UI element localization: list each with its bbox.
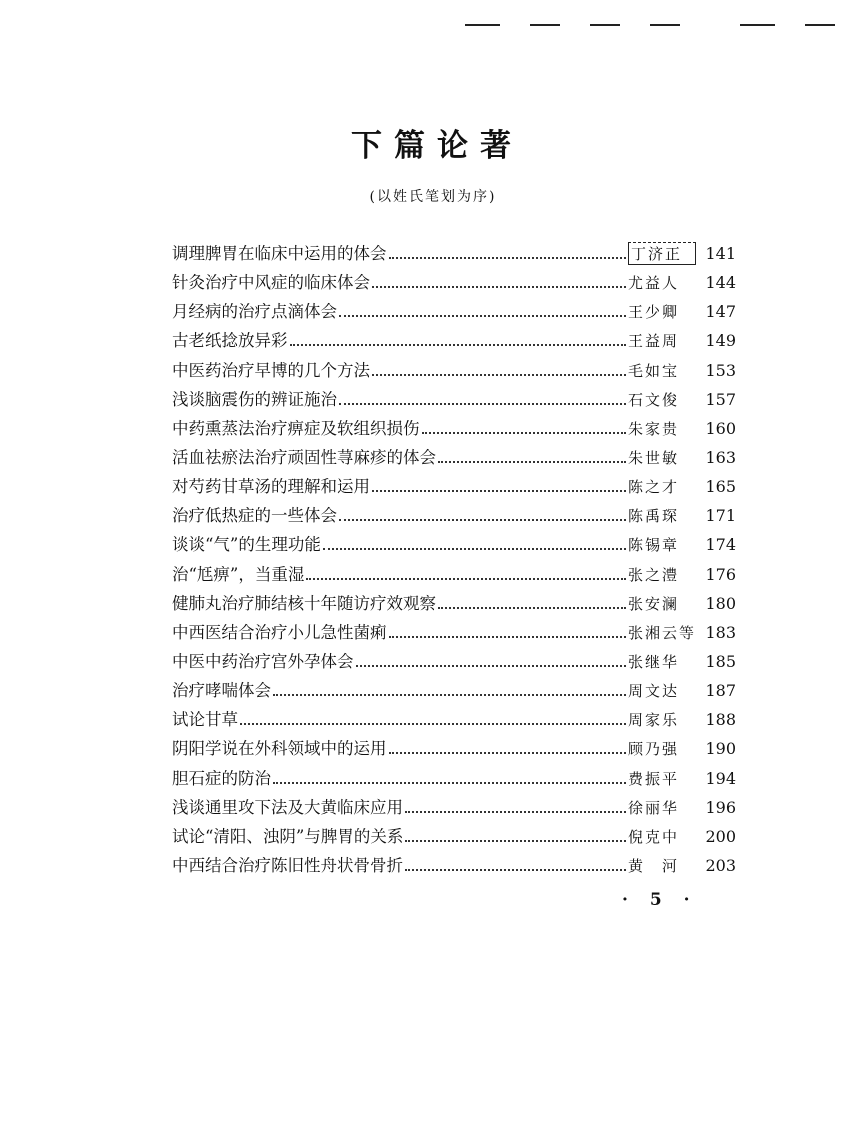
toc-entry[interactable] (172, 648, 736, 677)
leader-dots (339, 519, 626, 521)
toc-entry[interactable] (172, 677, 736, 706)
toc-entry[interactable] (172, 502, 736, 531)
leader-dots (290, 344, 627, 346)
entry-title: 治“尪痹”，当重湿 (172, 564, 305, 584)
entry-author: 陈之才 (628, 478, 680, 497)
entry-page: 194 (705, 768, 736, 788)
rule-dash (805, 24, 835, 26)
toc-entry[interactable] (172, 531, 736, 560)
leader-dots (389, 257, 627, 259)
entry-author: 朱世敏 (628, 448, 680, 467)
entry-title: 对芍药甘草汤的理解和运用 (172, 477, 370, 497)
toc-entry[interactable] (172, 590, 736, 619)
entry-page: 157 (705, 389, 736, 409)
leader-dots (422, 432, 627, 434)
entry-author: 张之澧 (628, 565, 680, 584)
leader-dots (306, 578, 626, 580)
leader-dots (372, 286, 626, 288)
entry-title: 治疗哮喘体会 (172, 681, 271, 701)
entry-page: 141 (705, 244, 736, 263)
entry-title: 谈谈“气”的生理功能 (172, 535, 321, 555)
entry-title: 中西医结合治疗小儿急性菌痢 (172, 622, 387, 642)
entry-title: 试论“清阳、浊阴”与脾胃的关系 (172, 826, 404, 846)
leader-dots (273, 694, 626, 696)
entry-page: 153 (705, 360, 736, 380)
page-number: · 5 · (622, 890, 698, 910)
entry-author: 徐丽华 (628, 798, 680, 817)
entry-author: 顾乃强 (628, 740, 680, 759)
toc-entry[interactable] (172, 823, 736, 852)
entry-page: 163 (705, 447, 736, 467)
entry-author: 张继华 (628, 652, 680, 671)
rule-dash (650, 24, 680, 26)
entry-title: 健肺丸治疗肺结核十年随访疗效观察 (172, 593, 436, 613)
entry-page: 188 (705, 710, 736, 730)
entry-title: 浅谈通里攻下法及大黄临床应用 (172, 797, 403, 817)
leader-dots (405, 811, 626, 813)
entry-title: 治疗低热症的一些体会 (172, 506, 337, 526)
toc-entry[interactable] (172, 735, 736, 764)
entry-author: 王少卿 (628, 303, 680, 322)
leader-dots (372, 374, 626, 376)
toc-entry[interactable] (172, 706, 736, 735)
entry-author: 周文达 (628, 682, 680, 701)
entry-title: 活血祛瘀法治疗顽固性荨麻疹的体会 (172, 447, 436, 467)
toc-entry[interactable] (172, 415, 736, 444)
entry-author: 周家乐 (628, 711, 680, 730)
toc-entry[interactable] (172, 240, 736, 269)
entry-title: 古老纸捻放异彩 (172, 331, 288, 351)
entry-page: 147 (705, 302, 736, 322)
toc-entry[interactable] (172, 386, 736, 415)
entry-page: 183 (705, 622, 736, 642)
rule-dash (590, 24, 620, 26)
entry-author: 陈锡章 (628, 536, 680, 555)
entry-title: 胆石症的防治 (172, 768, 271, 788)
leader-dots (389, 636, 627, 638)
entry-page: 203 (705, 855, 736, 875)
toc-entry[interactable] (172, 794, 736, 823)
leader-dots (273, 782, 626, 784)
leader-dots (339, 315, 626, 317)
entry-title: 中药熏蒸法治疗痹症及软组织损伤 (172, 418, 420, 438)
entry-title: 针灸治疗中风症的临床体会 (172, 273, 370, 293)
entry-author: 张安澜 (628, 594, 680, 613)
leader-dots (339, 403, 626, 405)
entry-page: 165 (705, 477, 736, 497)
rule-dash (465, 24, 500, 26)
leader-dots (323, 548, 626, 550)
leader-dots (356, 665, 627, 667)
entry-page: 174 (705, 535, 736, 555)
entry-author: 黄 河 (628, 856, 680, 875)
entry-page: 180 (705, 593, 736, 613)
toc-entry[interactable] (172, 357, 736, 386)
entry-author: 张湘云等 (628, 623, 697, 642)
entry-author: 倪克中 (628, 827, 680, 846)
toc-entry[interactable] (172, 444, 736, 473)
table-of-contents (172, 240, 736, 881)
leader-dots (405, 869, 626, 871)
entry-page: 196 (705, 797, 736, 817)
toc-entry[interactable] (172, 473, 736, 502)
entry-title: 调理脾胃在临床中运用的体会 (172, 244, 387, 263)
toc-entry[interactable] (172, 852, 736, 881)
rule-dash (530, 24, 560, 26)
entry-title: 浅谈脑震伤的辨证施治 (172, 389, 337, 409)
entry-author: 王益周 (628, 332, 680, 351)
entry-author: 毛如宝 (628, 361, 680, 380)
toc-entry[interactable] (172, 327, 736, 356)
entry-page: 187 (705, 681, 736, 701)
section-subtitle: (以姓氏笔划为序) (369, 189, 497, 205)
entry-author: 丁济正 (628, 242, 696, 265)
leader-dots (405, 840, 626, 842)
rule-dash (740, 24, 775, 26)
entry-title: 试论甘草 (172, 710, 238, 730)
toc-entry[interactable] (172, 619, 736, 648)
entry-author: 尤益人 (628, 274, 680, 293)
entry-title: 月经病的治疗点滴体会 (172, 302, 337, 322)
entry-author: 石文俊 (628, 390, 680, 409)
entry-title: 中医中药治疗宫外孕体会 (172, 651, 354, 671)
entry-title: 中西结合治疗陈旧性舟状骨骨折 (172, 855, 403, 875)
entry-page: 200 (705, 826, 736, 846)
toc-entry[interactable] (172, 269, 736, 298)
entry-page: 144 (705, 273, 736, 293)
entry-author: 陈禹琛 (628, 507, 680, 526)
entry-title: 阴阳学说在外科领域中的运用 (172, 739, 387, 759)
entry-page: 190 (705, 739, 736, 759)
entry-author: 朱家贵 (628, 419, 680, 438)
toc-entry[interactable] (172, 298, 736, 327)
leader-dots (240, 723, 626, 725)
leader-dots (372, 490, 626, 492)
section-title: 下篇论著 (351, 128, 523, 164)
entry-author: 费振平 (628, 769, 680, 788)
entry-title: 中医药治疗早博的几个方法 (172, 360, 370, 380)
leader-dots (438, 607, 626, 609)
entry-page: 171 (705, 506, 736, 526)
leader-dots (438, 461, 626, 463)
entry-page: 176 (705, 564, 736, 584)
toc-entry[interactable] (172, 561, 736, 590)
entry-page: 149 (705, 331, 736, 351)
entry-page: 185 (705, 651, 736, 671)
leader-dots (389, 752, 627, 754)
entry-page: 160 (705, 418, 736, 438)
toc-entry[interactable] (172, 765, 736, 794)
